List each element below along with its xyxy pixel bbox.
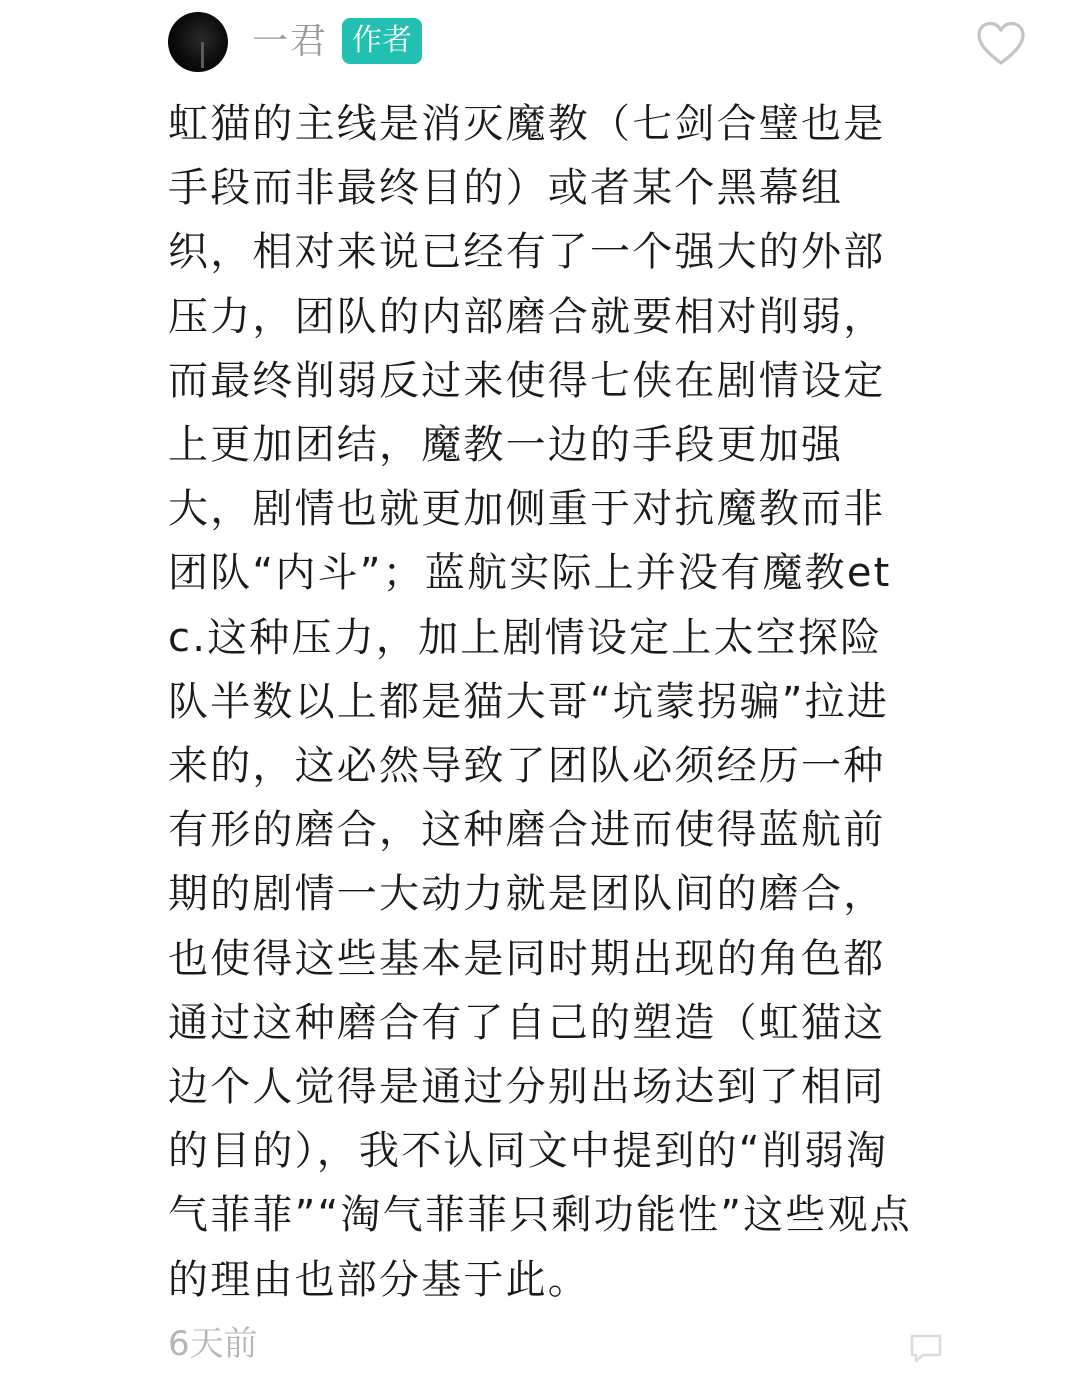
author-badge: 作者 bbox=[342, 18, 422, 64]
comment-text: 虹猫的主线是消灭魔教（七剑合璧也是手段而非最终目的）或者某个黑幕组织，相对来说已经有了一个强大的外部压力，团队的内部磨合就要相对削弱，而最终削弱反过来使得七侠在剧情设定上更加团结，魔教一边的手段更加强大，剧情也就更加侧重于对抗魔教而非团队“内斗”；蓝航实际上并没有魔教etc.这种压力，加上剧情设定上太空探险队半数以上都是猫大哥“坑蒙拐骗”拉进来的，这必然导致了团队必须经历一种有形的磨合，这种磨合进而使得蓝航前期的剧情一大动力就是团队间的磨合，也使得这些基本是同时期出现的角色都通过这种磨合有了自己的塑造（虹猫这边个人觉得是通过分别出场达到了相同的目的），我不认同文中提到的“削弱淘气菲菲”“淘气菲菲只剩功能性”这些观点的理由也部分基于此。 bbox=[168, 101, 912, 1303]
timestamp: 6天前 bbox=[168, 1324, 258, 1364]
reply-button[interactable] bbox=[906, 1328, 946, 1368]
avatar[interactable] bbox=[168, 12, 228, 72]
username[interactable]: 一君 bbox=[252, 21, 329, 62]
comment-bubble-icon bbox=[906, 1328, 946, 1368]
heart-outline-icon bbox=[976, 20, 1026, 68]
like-button[interactable] bbox=[976, 20, 1026, 68]
